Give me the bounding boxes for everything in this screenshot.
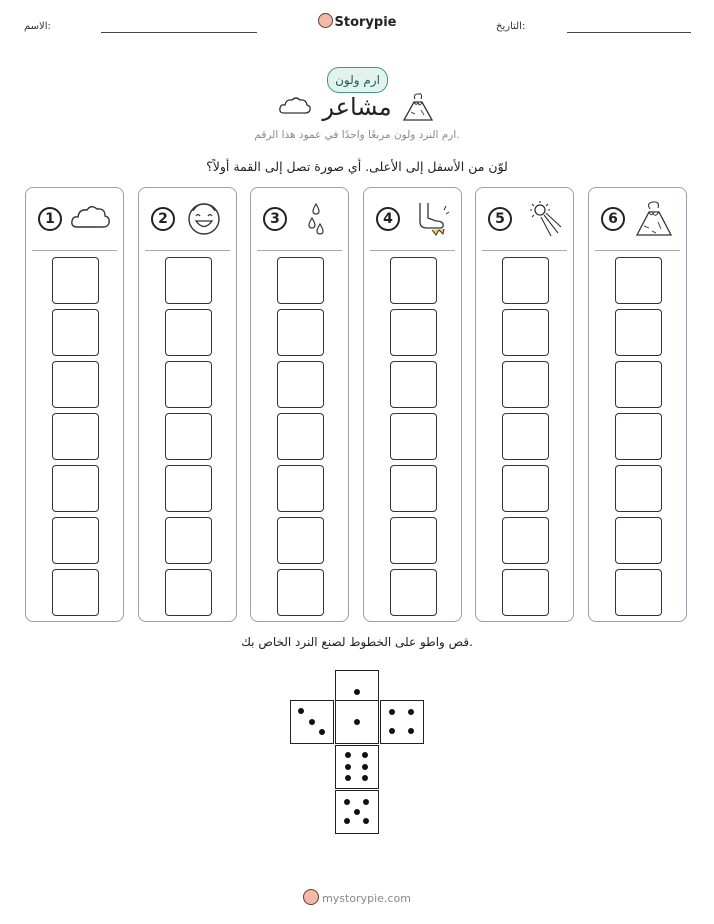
color-box[interactable] xyxy=(277,257,324,304)
color-box[interactable] xyxy=(277,569,324,616)
sun-icon xyxy=(520,200,562,238)
water-drops-icon xyxy=(295,200,337,238)
column-5 xyxy=(475,187,574,622)
name-line[interactable] xyxy=(101,32,257,33)
dice-pip xyxy=(319,729,325,735)
dice-pip xyxy=(345,775,351,781)
dice-pip xyxy=(298,708,304,714)
color-box[interactable] xyxy=(52,413,99,460)
color-box[interactable] xyxy=(502,465,549,512)
dice-pip xyxy=(309,719,315,725)
dice-pip xyxy=(362,752,368,758)
color-box[interactable] xyxy=(390,465,437,512)
column-number: 3 xyxy=(263,207,287,231)
dice-pip xyxy=(389,728,395,734)
roll-and-color-badge: ارم ولون xyxy=(327,67,388,93)
dice-pip xyxy=(408,709,414,715)
volcano-icon xyxy=(633,200,675,238)
brand-logo: Storypie xyxy=(0,13,714,30)
dice-pip xyxy=(389,709,395,715)
color-box[interactable] xyxy=(615,569,662,616)
color-box[interactable] xyxy=(615,517,662,564)
color-box[interactable] xyxy=(52,257,99,304)
column-number: 1 xyxy=(38,207,62,231)
color-box[interactable] xyxy=(52,361,99,408)
color-box[interactable] xyxy=(615,361,662,408)
color-box[interactable] xyxy=(390,569,437,616)
column-1 xyxy=(25,187,124,622)
color-box[interactable] xyxy=(277,361,324,408)
dice-pip xyxy=(345,764,351,770)
color-box[interactable] xyxy=(165,309,212,356)
dice-face-4 xyxy=(380,700,424,744)
date-label: التاريخ: xyxy=(496,21,526,32)
column-4 xyxy=(363,187,462,622)
color-box[interactable] xyxy=(390,361,437,408)
color-box[interactable] xyxy=(52,569,99,616)
column-number: 6 xyxy=(601,207,625,231)
storypie-mascot-icon xyxy=(303,889,319,905)
color-box[interactable] xyxy=(502,569,549,616)
color-box[interactable] xyxy=(615,465,662,512)
color-box[interactable] xyxy=(390,413,437,460)
laughing-face-icon xyxy=(183,200,225,238)
dice-pip xyxy=(354,719,360,725)
page-title: مشاعر xyxy=(322,93,392,121)
color-box[interactable] xyxy=(52,517,99,564)
dice-pip xyxy=(408,728,414,734)
color-box[interactable] xyxy=(502,257,549,304)
column-number: 4 xyxy=(376,207,400,231)
color-box[interactable] xyxy=(165,465,212,512)
name-label: الاسم: xyxy=(24,21,51,32)
color-box[interactable] xyxy=(52,465,99,512)
dice-pip xyxy=(363,818,369,824)
color-box[interactable] xyxy=(502,309,549,356)
color-box[interactable] xyxy=(390,309,437,356)
color-box[interactable] xyxy=(502,517,549,564)
footer xyxy=(0,889,714,905)
dice-face-3 xyxy=(290,700,334,744)
dice-pip xyxy=(363,799,369,805)
color-box[interactable] xyxy=(165,413,212,460)
color-box[interactable] xyxy=(165,569,212,616)
cut-instruction: قص واطو على الخطوط لصنع النرد الخاص بك. xyxy=(241,635,473,649)
dice-pip xyxy=(362,775,368,781)
color-box[interactable] xyxy=(390,257,437,304)
color-box[interactable] xyxy=(502,413,549,460)
dice-face-1 xyxy=(335,700,379,744)
color-box[interactable] xyxy=(277,413,324,460)
dice-net xyxy=(290,670,424,836)
cloud-icon xyxy=(278,94,312,116)
column-2 xyxy=(138,187,237,622)
color-box[interactable] xyxy=(277,517,324,564)
color-box[interactable] xyxy=(52,309,99,356)
color-box[interactable] xyxy=(165,361,212,408)
color-box[interactable] xyxy=(615,413,662,460)
instruction: لوّن من الأسفل إلى الأعلى. أي صورة تصل إلى القمة أولاً؟ xyxy=(206,159,508,174)
color-box[interactable] xyxy=(502,361,549,408)
date-line[interactable] xyxy=(567,32,691,33)
color-box[interactable] xyxy=(615,309,662,356)
dice-pip xyxy=(344,818,350,824)
color-box[interactable] xyxy=(165,257,212,304)
dice-face-5 xyxy=(335,790,379,834)
stubbed-foot-icon xyxy=(408,200,450,238)
column-3 xyxy=(250,187,349,622)
color-box[interactable] xyxy=(390,517,437,564)
dice-face-6 xyxy=(335,745,379,789)
subtitle: ارم النرد ولون مربعًا واحدًا في عمود هذا الرقم. xyxy=(254,129,460,141)
color-box[interactable] xyxy=(615,257,662,304)
color-box[interactable] xyxy=(277,309,324,356)
color-box[interactable] xyxy=(277,465,324,512)
dice-pip xyxy=(354,689,360,695)
column-number: 2 xyxy=(151,207,175,231)
storypie-mascot-icon xyxy=(318,13,333,28)
color-box[interactable] xyxy=(165,517,212,564)
footer-url: mystorypie.com xyxy=(322,892,411,905)
cloud-icon xyxy=(70,200,112,238)
dice-pip xyxy=(344,799,350,805)
dice-pip xyxy=(362,764,368,770)
dice-pip xyxy=(354,809,360,815)
volcano-icon xyxy=(401,92,435,122)
column-number: 5 xyxy=(488,207,512,231)
column-6 xyxy=(588,187,687,622)
dice-pip xyxy=(345,752,351,758)
